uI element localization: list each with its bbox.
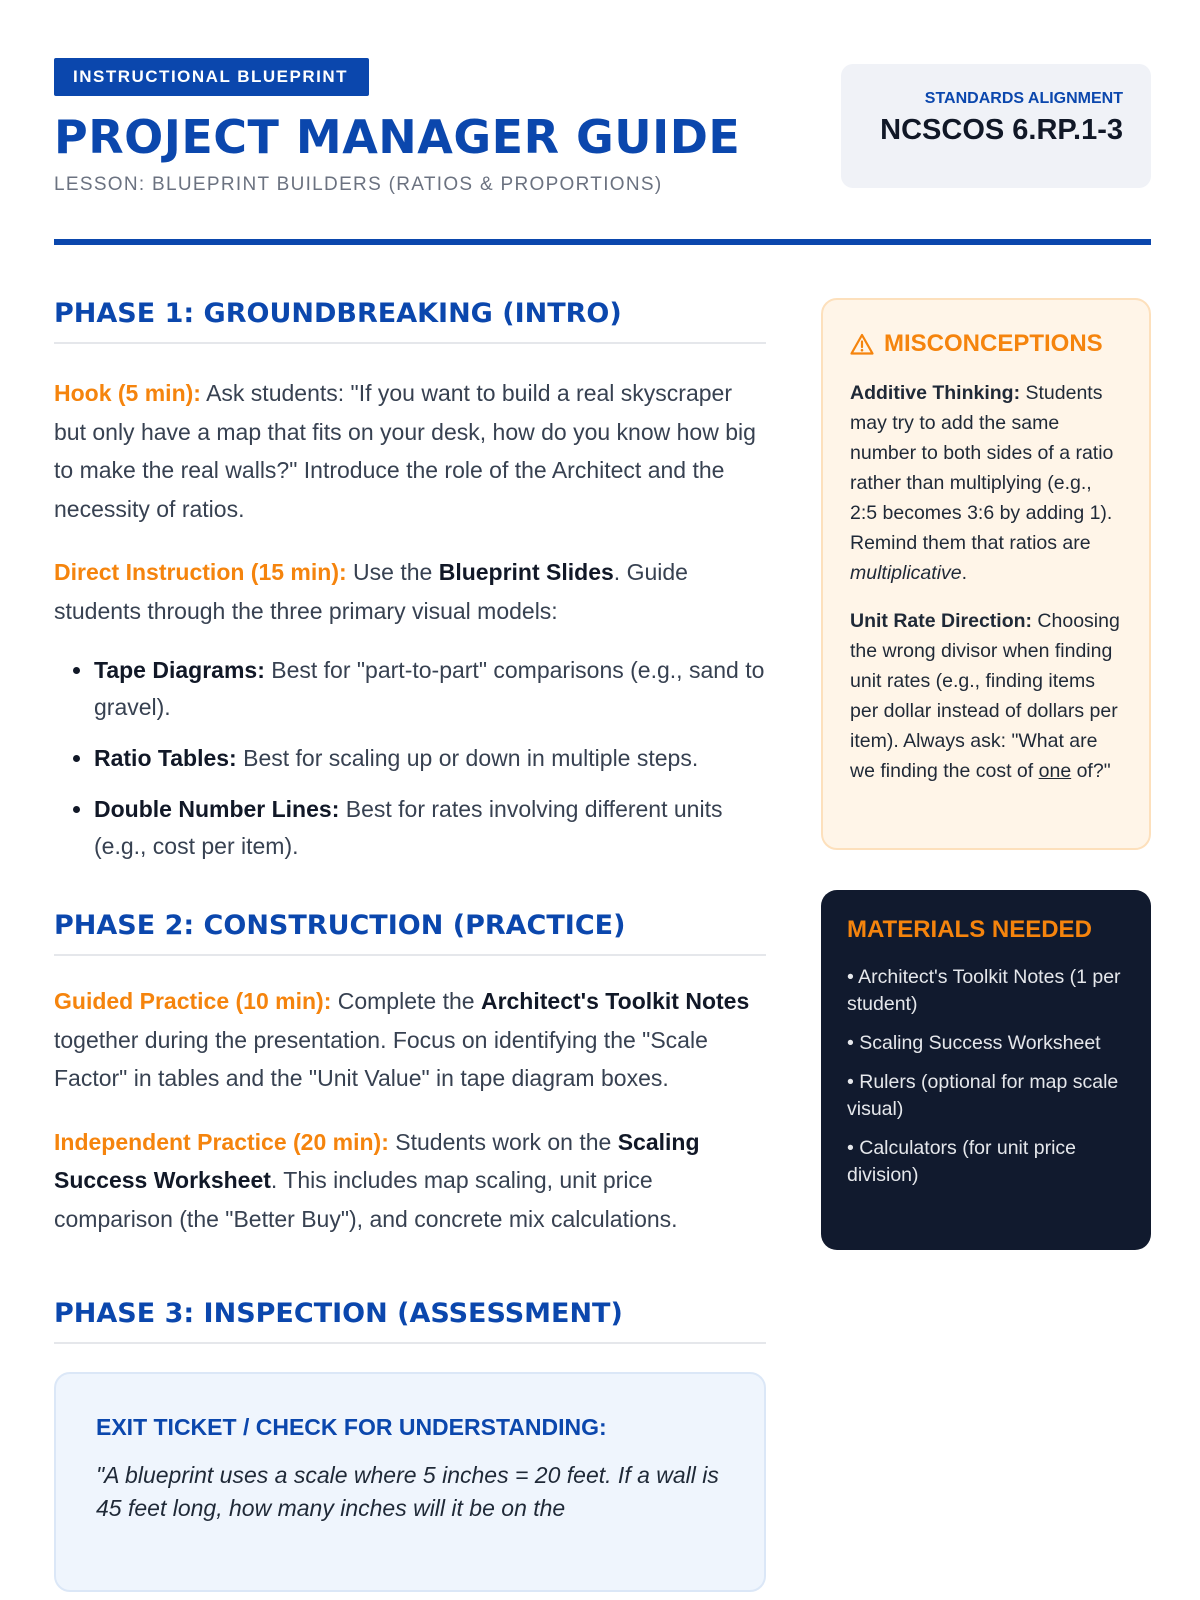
hook-text: Ask students: "If you want to build a real skyscraper but only have a map that fits on your desk, how do you know how big to make the real walls?" Introduce the role of the Architect and the necessity of ratios. bbox=[54, 380, 756, 522]
model-term: Ratio Tables: bbox=[94, 745, 237, 771]
warning-icon bbox=[850, 333, 874, 355]
list-item bbox=[94, 740, 766, 777]
list-item: • Calculators (for unit price division) bbox=[847, 1137, 1076, 1186]
phase-1-heading: PHASE 1: GROUNDBREAKING (INTRO) bbox=[54, 298, 766, 344]
page-header bbox=[54, 58, 1151, 245]
model-term: Double Number Lines: bbox=[94, 796, 340, 822]
model-text: Best for scaling up or down in multiple steps. bbox=[236, 745, 699, 771]
list-item bbox=[94, 791, 766, 865]
guided-practice-paragraph bbox=[54, 982, 766, 1098]
standards-label: STANDARDS ALIGNMENT bbox=[924, 90, 1123, 107]
misconceptions-title: MISCONCEPTIONS bbox=[884, 330, 1103, 357]
guided-practice-text-end: together during the presentation. Focus on identifying the "Scale Factor" in tables and the "Unit Value" in tape diagram boxes. bbox=[54, 1026, 708, 1091]
misconception-underline: one bbox=[1038, 760, 1072, 782]
exit-ticket-box bbox=[54, 1372, 766, 1592]
misconceptions-panel bbox=[821, 298, 1151, 850]
standards-value: NCSCOS 6.RP.1-3 bbox=[880, 114, 1123, 146]
model-text: Best for rates involving different units (e.g., cost per item). bbox=[94, 796, 723, 859]
phase-2-heading: PHASE 2: CONSTRUCTION (PRACTICE) bbox=[54, 910, 766, 956]
visual-models-list bbox=[54, 652, 766, 865]
direct-instruction-text-end: . Guide students through the three primary visual models: bbox=[54, 559, 688, 624]
independent-practice-paragraph bbox=[54, 1123, 766, 1239]
list-item bbox=[94, 652, 766, 726]
exit-ticket-title: EXIT TICKET / CHECK FOR UNDERSTANDING: bbox=[96, 1414, 607, 1440]
hook-paragraph bbox=[54, 374, 766, 528]
misconception-end: . bbox=[961, 562, 968, 584]
misconceptions-heading bbox=[850, 330, 1123, 358]
misconception-text: Choosing the wrong divisor when finding unit rates (e.g., finding items per dollar instead of dollars per item). Always ask: "What are we finding the cost of bbox=[850, 610, 1120, 782]
direct-instruction-paragraph bbox=[54, 553, 766, 630]
page-title: PROJECT MANAGER GUIDE bbox=[54, 110, 741, 164]
guided-practice-text: Complete the bbox=[331, 988, 481, 1014]
misconception-emphasis: multiplicative bbox=[850, 562, 962, 584]
misconception-end: of?" bbox=[1071, 760, 1111, 782]
main-content bbox=[54, 298, 766, 1592]
materials-panel bbox=[821, 890, 1151, 1250]
additive-thinking-note bbox=[850, 378, 1123, 588]
blueprint-tag: INSTRUCTIONAL BLUEPRINT bbox=[54, 58, 369, 96]
direct-instruction-text: Use the bbox=[346, 559, 439, 585]
worksheet-title: Scaling Success Worksheet bbox=[54, 1128, 700, 1193]
model-text: Best for "part-to-part" comparisons (e.g., sand to gravel). bbox=[94, 657, 765, 720]
exit-ticket-question: "A blueprint uses a scale where 5 inches = 20 feet. If a wall is 45 feet long, how many inches will it be on the bbox=[96, 1462, 719, 1521]
misconception-text: Students may try to add the same number to both sides of a ratio rather than multiplying (e.g., 2:5 becomes 3:6 by adding 1). Remind them that ratios are bbox=[850, 382, 1114, 554]
standards-card bbox=[841, 64, 1151, 188]
hook-label: Hook (5 min): bbox=[54, 380, 201, 406]
misconception-term: Additive Thinking: bbox=[850, 382, 1021, 404]
list-item: • Rulers (optional for map scale visual) bbox=[847, 1071, 1119, 1120]
list-item: • Architect's Toolkit Notes (1 per student) bbox=[847, 966, 1121, 1015]
model-term: Tape Diagrams: bbox=[94, 657, 265, 683]
independent-practice-text-end: . This includes map scaling, unit price comparison (the "Better Buy"), and concrete mix calculations. bbox=[54, 1167, 678, 1232]
unit-rate-note bbox=[850, 606, 1123, 786]
materials-heading: MATERIALS NEEDED bbox=[847, 916, 1092, 943]
phase-3-heading: PHASE 3: INSPECTION (ASSESSMENT) bbox=[54, 1298, 766, 1344]
independent-practice-label: Independent Practice (20 min): bbox=[54, 1128, 389, 1155]
misconception-term: Unit Rate Direction: bbox=[850, 610, 1033, 632]
toolkit-notes-title: Architect's Toolkit Notes bbox=[480, 988, 750, 1014]
direct-instruction-label: Direct Instruction (15 min): bbox=[54, 559, 347, 585]
blueprint-slides-link: Blueprint Slides bbox=[438, 559, 614, 585]
guided-practice-label: Guided Practice (10 min): bbox=[54, 988, 332, 1014]
list-item: • Scaling Success Worksheet bbox=[847, 1032, 1101, 1054]
independent-practice-text: Students work on the bbox=[388, 1128, 618, 1155]
lesson-subtitle: LESSON: BLUEPRINT BUILDERS (RATIOS & PROPORTIONS) bbox=[54, 174, 663, 195]
